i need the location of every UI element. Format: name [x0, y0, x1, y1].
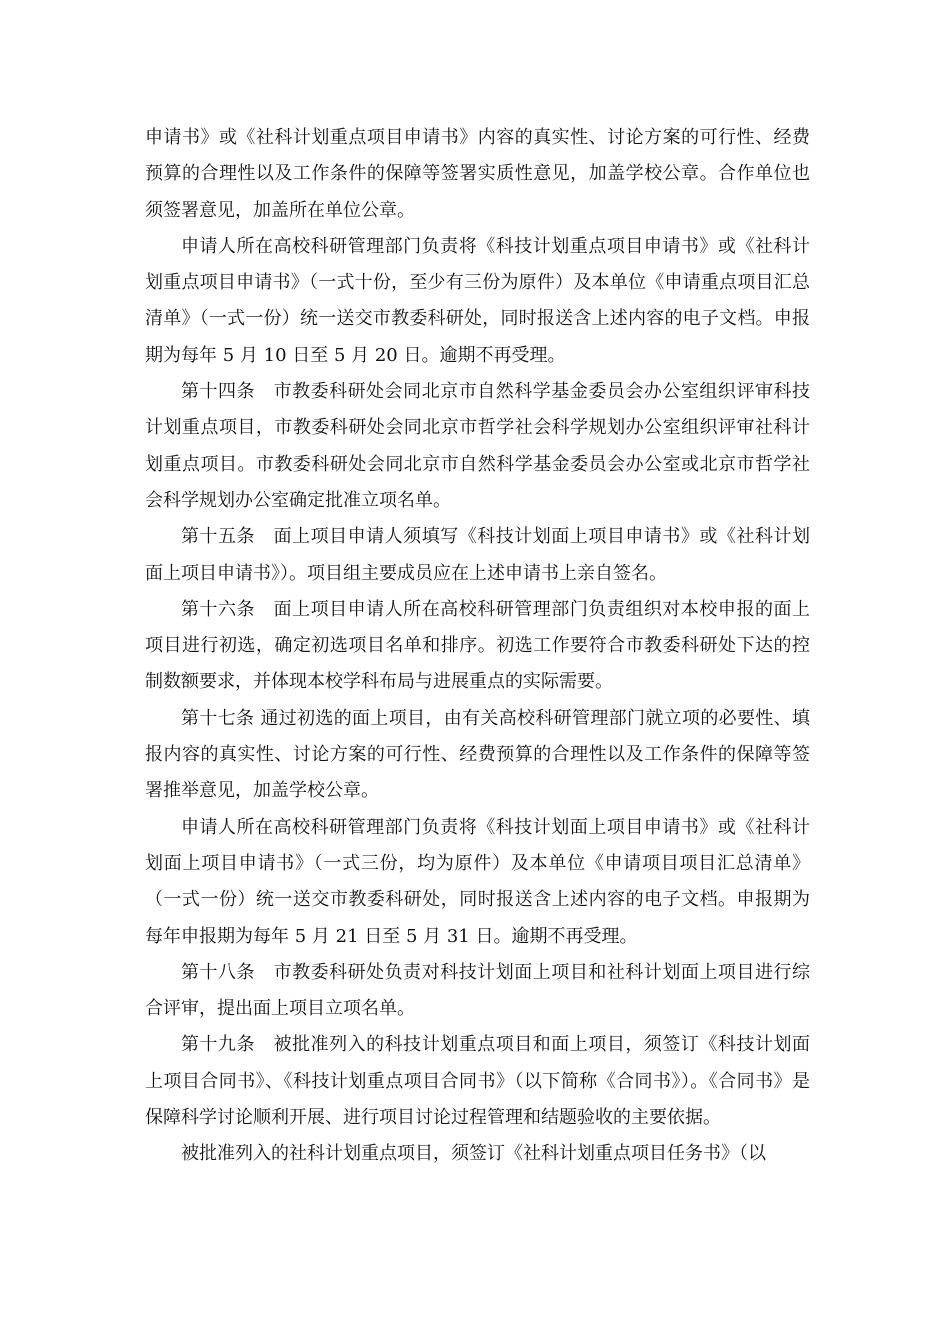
paragraph-2: 申请人所在高校科研管理部门负责将《科技计划重点项目申请书》或《社科计划重点项目申请书》（一式十份，至少有三份为原件）及本单位《申请重点项目汇总清单》（一式一份）统一送交市教委科研处，同时报送含上述内容的电子文档。申报期为每年 5 月 10 日至 5 月 20 日。逾期不再受理。	[145, 235, 810, 366]
paragraph-article-15: 第十五条 面上项目申请人须填写《科技计划面上项目申请书》或《社科计划面上项目申请书》）。项目组主要成员应在上述申请书上亲自签名。	[145, 526, 810, 584]
paragraph-article-17: 第十七条 通过初选的面上项目，由有关高校科研管理部门就立项的必要性、填报内容的真实性、讨论方案的可行性、经费预算的合理性以及工作条件的保障等签署推举意见，加盖学校公章。	[145, 707, 810, 802]
paragraph-article-18: 第十八条 市教委科研处负责对科技计划面上项目和社科计划面上项目进行综合评审，提出面上项目立项名单。	[145, 961, 810, 1020]
document-page	[145, 120, 810, 1173]
paragraph-7: 申请人所在高校科研管理部门负责将《科技计划面上项目申请书》或《社科计划面上项目申请书》（一式三份，均为原件）及本单位《申请项目项目汇总清单》（一式一份）统一送交市教委科研处，同时报送含上述内容的电子文档。申报期为每年申报期为每年 5 月 21 日至 5 月 31 日。逾期不再受理。	[145, 816, 810, 947]
paragraph-10: 被批准列入的社科计划重点项目，须签订《社科计划重点项目任务书》（以	[181, 1143, 766, 1165]
paragraph-article-19: 第十九条 被批准列入的科技计划重点项目和面上项目，须签订《科技计划面上项目合同书》、《科技计划重点项目合同书》（以下简称《合同书》）。《合同书》是保障科学讨论顺利开展、进行项目讨论过程管理和结题验收的主要依据。	[145, 1034, 810, 1129]
paragraph-article-14: 第十四条 市教委科研处会同北京市自然科学基金委员会办公室组织评审科技计划重点项目，市教委科研处会同北京市哲学社会科学规划办公室组织评审社科计划重点项目。市教委科研处会同北京市自然科学基金委员会办公室或北京市哲学社会科学规划办公室确定批准立项名单。	[145, 381, 810, 511]
paragraph-article-16: 第十六条 面上项目申请人所在高校科研管理部门负责组织对本校申报的面上项目进行初选，确定初选项目名单和排序。初选工作要符合市教委科研处下达的控制数额要求，并体现本校学科布局与进展重点的实际需要。	[145, 598, 810, 693]
paragraph-1: 申请书》或《社科计划重点项目申请书》内容的真实性、讨论方案的可行性、经费预算的合理性以及工作条件的保障等签署实质性意见，加盖学校公章。合作单位也须签署意见，加盖所在单位公章。	[145, 127, 810, 221]
